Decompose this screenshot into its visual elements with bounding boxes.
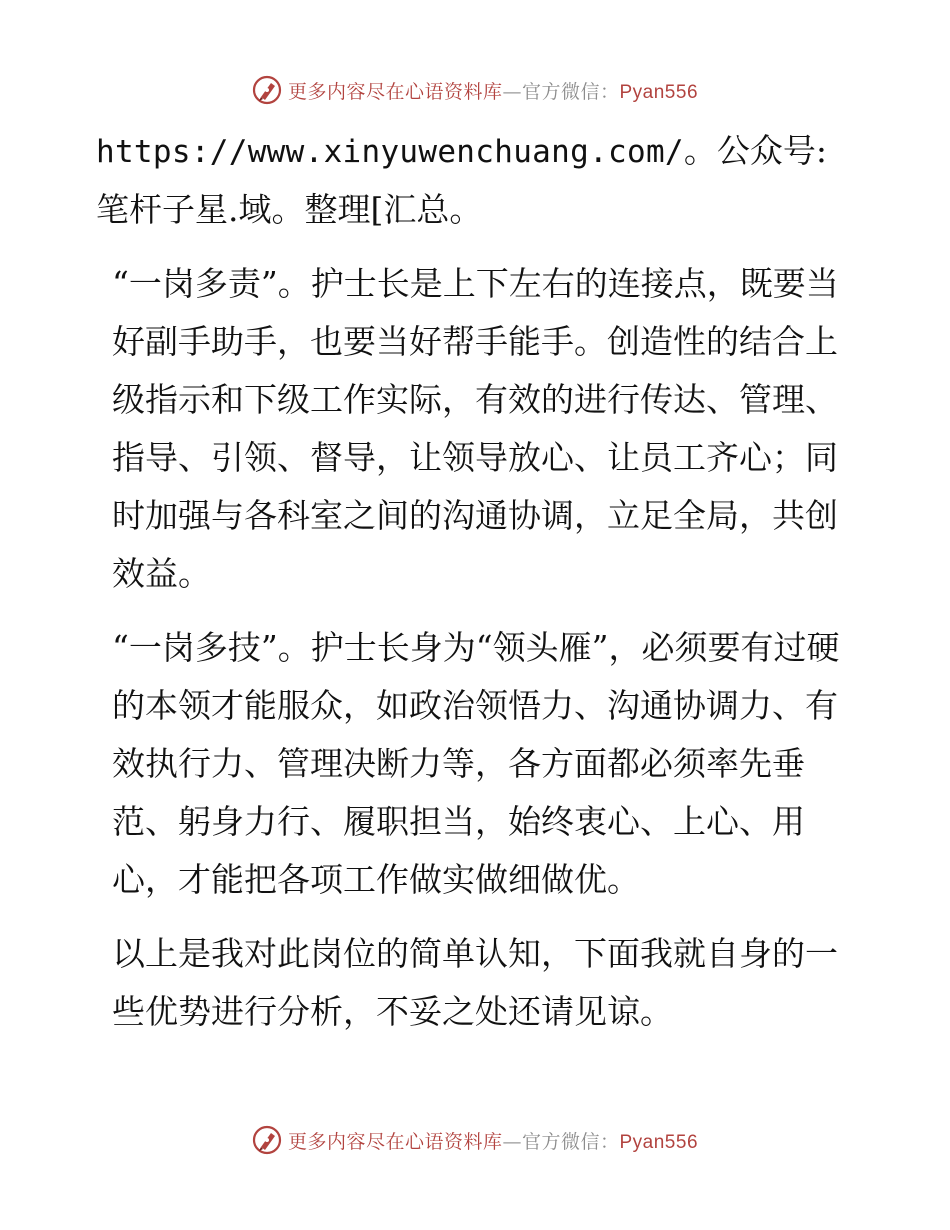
header-banner-title: 更多内容尽在心语资料库	[287, 80, 503, 103]
pen-circle-logo-icon	[252, 1125, 282, 1155]
document-body	[96, 122, 856, 1041]
footer-banner-title: 更多内容尽在心语资料库	[287, 1130, 503, 1153]
header-banner-official-label: 官方微信：	[521, 80, 620, 103]
footer-banner-wechat-id: Pyan556	[619, 1131, 699, 1153]
pen-circle-logo-icon	[252, 75, 282, 105]
intro-paragraph	[96, 122, 856, 239]
intro-text: 。公众号: 笔杆子星.域。整理[汇总。	[96, 131, 827, 229]
paragraph-one-post-multi-skill: “一岗多技”。护士长身为“领头雁”，必须要有过硬的本领才能服众，如政治领悟力、沟通协调力、有效执行力、管理决断力等，各方面都必须率先垂范、躬身力行、履职担当，始终衷心、上心、用心，才能把各项工作做实做细做优。	[112, 628, 840, 899]
footer-banner-official-label: 官方微信：	[521, 1130, 620, 1153]
intro-url: https://www.xinyuwenchuang.com/	[96, 134, 684, 170]
header-banner-dash: —	[502, 80, 522, 103]
footer-banner	[0, 1120, 950, 1160]
header-banner-wechat-id: Pyan556	[619, 81, 699, 103]
header-banner-text	[288, 77, 698, 104]
header-banner	[0, 70, 950, 110]
footer-banner-text	[288, 1127, 698, 1154]
paragraph-one-post-multi-duty: “一岗多责”。护士长是上下左右的连接点，既要当好副手助手，也要当好帮手能手。创造性的结合上级指示和下级工作实际，有效的进行传达、管理、指导、引领、督导，让领导放心、让员工齐心；同时加强与各科室之间的沟通协调，立足全局，共创效益。	[112, 264, 839, 593]
footer-banner-dash: —	[502, 1130, 522, 1153]
paragraph-conclusion: 以上是我对此岗位的简单认知，下面我就自身的一些优势进行分析，不妥之处还请见谅。	[112, 934, 838, 1031]
